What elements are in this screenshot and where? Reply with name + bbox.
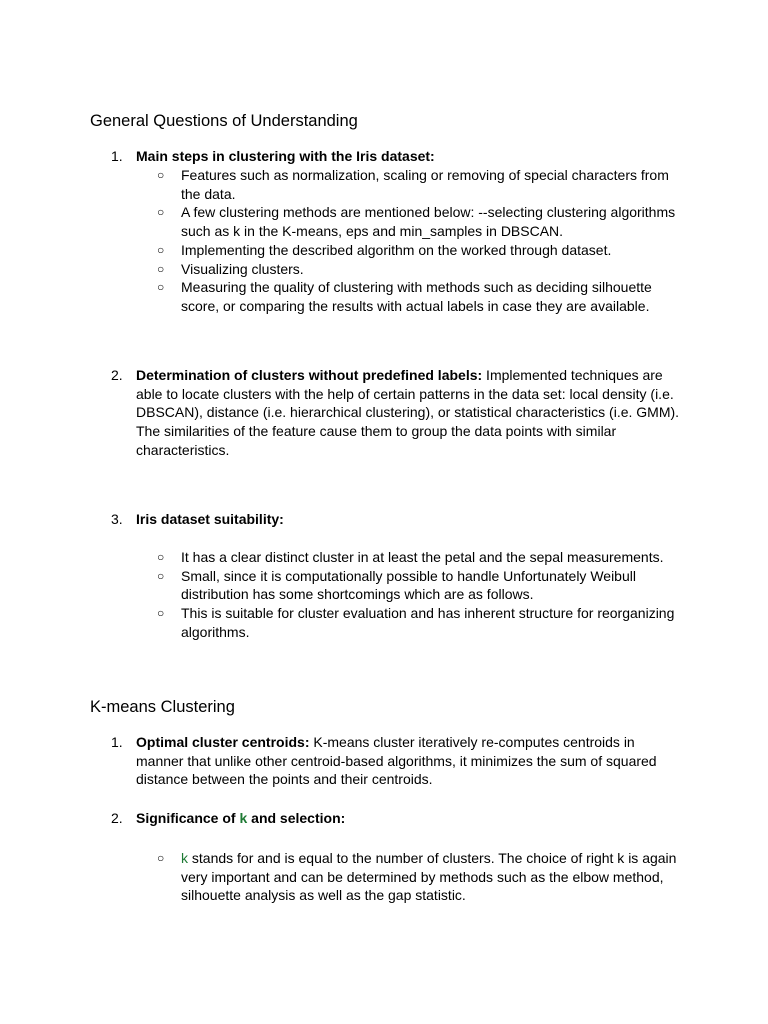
list-number: 1. [111,734,123,750]
list-item-text: Implemented techniques are able to locate clusters with the help of certain patterns in the data set: local density (i.e. DBSCAN), distance (i.e. hierarchical clustering), or statistical characteristics (i.e. GMM). The similarities of the feature cause them to group the data points with similar characteristics. [136,367,680,458]
list-item-text: K-means cluster iteratively re-computes centroids in manner that unlike other centroid-based algorithms, it minimizes the sum of squared distance between the points and their centroids. [136,734,657,788]
hollow-circle-bullet-icon: ○ [157,168,165,182]
section-heading-kmeans: K-means Clustering [90,698,235,716]
list-number: 2. [111,367,123,383]
list-item-title: Determination of clusters without predefined labels: [136,367,483,383]
bullet-item [157,278,681,315]
hollow-circle-bullet-icon: ○ [157,242,165,257]
hollow-circle-bullet-icon: ○ [157,568,165,583]
bullet-item [157,567,681,604]
hollow-circle-bullet-icon: ○ [157,851,165,865]
list-item-determination-of-clusters [111,366,681,460]
bullet-item [157,548,681,567]
bullet-text: Implementing the described algorithm on the worked through dataset. [181,241,612,258]
hollow-circle-bullet-icon: ○ [157,205,165,220]
bullet-item [157,604,681,641]
bullet-text: Small, since it is computationally possible to handle Unfortunately Weibull distribution has some shortcomings which are as follows. [181,567,636,603]
list-item-main-steps [111,147,681,166]
bullet-text: This is suitable for cluster evaluation and has inherent structure for reorganizing algorithms. [181,605,675,640]
list-item-title-pre: Significance of [136,810,240,826]
k-variable: k [239,810,248,826]
bullet-text: A few clustering methods are mentioned below: --selecting clustering algorithms such as k in the K-means, eps and min_samples in DBSCAN. [181,204,676,240]
bullet-item [157,241,681,260]
bullet-list-iris-suitability [157,548,681,642]
bullet-item [157,203,681,240]
hollow-circle-bullet-icon: ○ [157,261,165,276]
list-number: 2. [111,810,123,826]
list-item-title: Iris dataset suitability: [136,511,284,527]
bullet-text: Features such as normalization, scaling or removing of special characters from the data. [181,167,669,202]
bullet-item [157,260,681,279]
bullet-item [157,166,681,203]
bullet-text: It has a clear distinct cluster in at least the petal and the sepal measurements. [181,549,664,565]
list-item-title-post: and selection: [247,810,346,826]
hollow-circle-bullet-icon: ○ [157,606,165,621]
bullet-text: Visualizing clusters. [181,260,304,277]
list-item-significance-of-k [111,809,681,828]
hollow-circle-bullet-icon: ○ [157,280,165,295]
list-item-title: Main steps in clustering with the Iris dataset: [136,148,435,164]
bullet-text: Measuring the quality of clustering with methods such as deciding silhouette score, or comparing the results with actual labels in case they are available. [181,279,652,314]
list-number: 1. [111,148,123,164]
hollow-circle-bullet-icon: ○ [157,550,165,564]
list-number: 3. [111,511,123,527]
bullet-list-significance-of-k [157,849,681,905]
list-item-optimal-centroids [111,733,681,789]
list-item-iris-suitability [111,510,681,529]
bullet-text: stands for and is equal to the number of clusters. The choice of right k is again very important and can be determined by methods such as the elbow method, silhouette analysis as well as the gap statistic. [181,850,677,904]
section-heading-general-questions: General Questions of Understanding [90,112,358,130]
bullet-item [157,849,681,905]
bullet-list-main-steps [157,166,681,316]
k-variable: k [181,850,188,866]
list-item-title: Optimal cluster centroids: [136,734,310,750]
